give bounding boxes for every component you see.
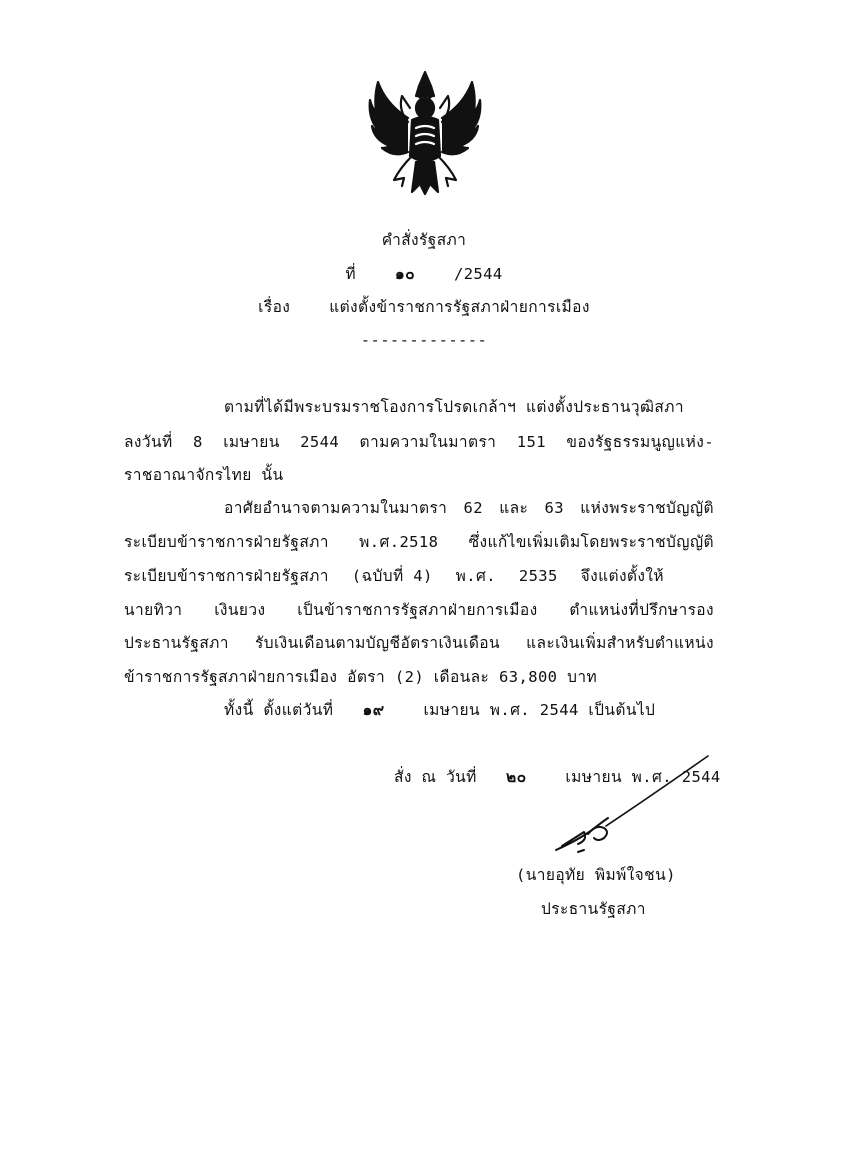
text-segment: และ [499,499,529,517]
handwritten-signature [548,754,728,854]
text-segment: อาศัยอำนาจตามความในมาตรา [224,499,448,517]
paragraph-1-line-1: ตามที่ได้มีพระบรมราชโองการโปรดเกล้าฯ แต่งตั้งประธานวุฒิสภา [224,398,684,416]
paragraph-2-line-1 [224,498,714,518]
paragraph-2-line-5 [124,633,714,653]
text-segment: รับเงินเดือนตามบัญชีอัตราเงินเดือน [255,634,500,652]
handwritten-day: ๑๙ [362,701,385,719]
paragraph-2-line-6: ข้าราชการรัฐสภาฝ่ายการเมือง อัตรา (2) เดือนละ 63,800 บาท [124,668,598,686]
text-segment: 62 [463,499,484,517]
text-segment: ระเบียบข้าราชการฝ่ายรัฐสภา [124,567,329,585]
header-divider: ------------- [360,331,488,349]
signer-name: (นายอุทัย พิมพ์ใจชน) [516,866,676,884]
order-subject [0,297,848,317]
handwritten-day: ๒๐ [506,768,527,786]
text-segment: 63 [544,499,564,517]
order-number-handwritten: ๑๐ [394,265,416,283]
text-segment: ซึ่งแก้ไขเพิ่มเติมโดยพระราชบัญญัติ [468,533,714,551]
text-segment: ทั้งนี้ ตั้งแต่วันที่ [224,701,334,719]
order-number-prefix: ที่ [345,265,356,283]
subject-label: เรื่อง [258,298,291,316]
signer-title: ประธานรัฐสภา [541,900,646,918]
order-number-year: /2544 [453,265,503,283]
text-segment: พ.ศ. [455,567,496,585]
text-segment: 2535 [518,567,558,585]
order-number [0,264,848,284]
text-segment: จึงแต่งตั้งให้ [580,567,664,585]
text-segment: และเงินเพิ่มสำหรับตำแหน่ง [526,634,714,652]
text-segment: 2544 [300,433,340,451]
subject-text: แต่งตั้งข้าราชการรัฐสภาฝ่ายการเมือง [329,298,590,316]
text-segment: เมษายน [223,433,280,451]
garuda-emblem-icon [364,66,486,196]
text-segment: 151 [516,433,546,451]
text-segment: 8 [193,433,203,451]
text-segment: แห่งพระราชบัญญัติ [580,499,714,517]
text-segment: (ฉบับที่ 4) [351,567,433,585]
paragraph-1-line-2 [124,432,714,452]
text-segment: เมษายน พ.ศ. 2544 เป็นต้นไป [423,701,656,719]
text-segment: ลงวันที่ [124,433,173,451]
text-segment: ประธานรัฐสภา [124,634,229,652]
text-segment: พ.ศ.2518 [359,533,439,551]
order-title: คำสั่งรัฐสภา [381,231,467,249]
text-segment: เป็นข้าราชการรัฐสภาฝ่ายการเมือง [297,601,538,619]
text-segment: ระเบียบข้าราชการฝ่ายรัฐสภา [124,533,329,551]
text-segment: ตามความในมาตรา [359,433,497,451]
paragraph-2-line-3 [124,566,664,586]
paragraph-2-line-4 [124,600,714,620]
text-segment: สั่ง ณ วันที่ [394,768,477,786]
paragraph-3-effective-date [224,700,655,720]
paragraph-2-line-2 [124,532,714,552]
text-segment: เมษายน พ.ศ. 2544 [565,768,721,786]
text-segment: นายทิวา [124,601,183,619]
text-segment: เงินยวง [214,601,266,619]
paragraph-1-line-3: ราชอาณาจักรไทย นั้น [124,466,284,484]
text-segment: ของรัฐธรรมนูญแห่ง- [566,433,714,451]
text-segment: ตำแหน่งที่ปรึกษารอง [569,601,714,619]
